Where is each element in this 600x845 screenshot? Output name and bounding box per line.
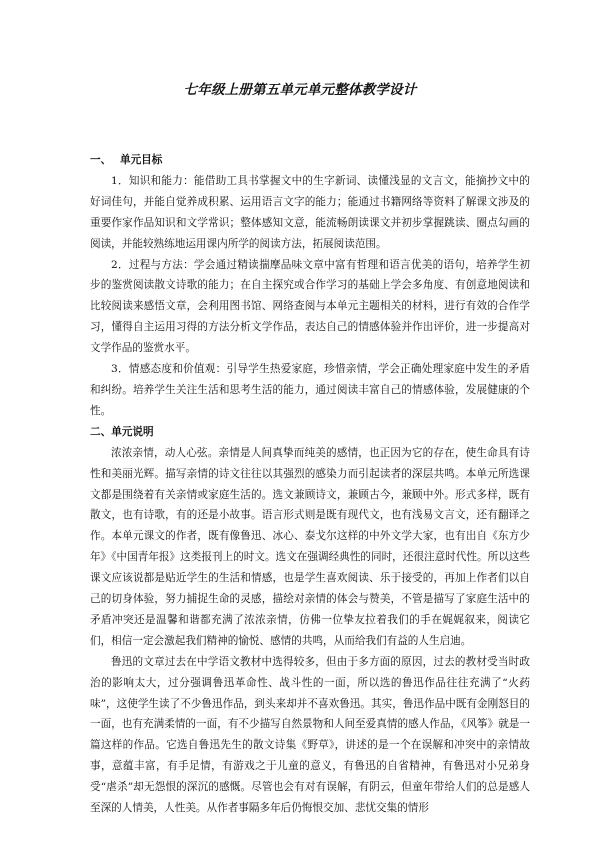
paragraph: 3．情感态度和价值观：引导学生热爱家庭，珍惜亲情，学会正确处理家庭中发生的矛盾和纠纷。培养学生关注生活和思考生活的能力，通过阅读丰富自己的情感体验，发展健康的个性。 [90, 363, 530, 417]
paragraph: 鲁迅的文章过去在中学语文教材中选得较多，但由于多方面的原因，过去的教材受当时政治的影响太大，过分强调鲁迅革命性、战斗性的一面，所以选的鲁迅作品往往充满了“火药味”，这使学生读了不少鲁迅作品，到头来却并不喜欢鲁迅。其实，鲁迅作品中既有金刚怒目的一面，也有充满柔情的一面，有不少描写自然景物和人间至爱真情的感人作品，《风筝》就是一篇这样的作品。它选自鲁迅先生的散文诗集《野草》，讲述的是一个在误解和冲突中的亲情故事，意蕴丰富，有手足情，有游戏之于儿童的意义，有鲁迅的自省精神，有鲁迅对小兄弟身受“虐杀”却无怨恨的深沉的感慨。尽管也会有对有误解，有阴云，但童年带给人们的总是感人至深的人情美，人性美。从作者事隔多年后仍悔恨交加、悲忧交集的情形 [90, 655, 530, 815]
document-title: 七年级上册第五单元单元整体教学设计 [183, 82, 417, 98]
paragraph: 2．过程与方法：学会通过精读揣摩品味文章中富有哲理和语言优美的语句，培养学生初步的鉴赏阅读散文诗歌的能力；在自主探究或合作学习的基础上学会多角度、有创意地阅读和比较阅读来感悟文章，会利用图书馆、网络查阅与本单元主题相关的材料，进行有效的合作学习，懂得自主运用习得的方法分析文学作品，表达自己的情感体验并作出评价，进一步提高对文学作品的鉴赏水平。 [90, 258, 530, 355]
section-heading-description: 二、单元说明 [90, 425, 154, 438]
paragraph: 浓浓亲情，动人心弦。亲情是人间真挚而纯美的感情，也正因为它的存在，使生命具有诗性和美丽光辉。描写亲情的诗文往往以其强烈的感染力而引起读者的深层共鸣。本单元所选课文都是围绕着有关亲情或家庭生活的。选文兼顾诗文，兼顾古今，兼顾中外。形式多样，既有散文，也有诗歌，有的还是小故事。语言形式则是既有现代文，也有浅易文言文，还有翻译之作。本单元课文的作者，既有像鲁迅、冰心、泰戈尔这样的中外文学大家，也有出自《东方少年》《中国青年报》这类报刊上的时文。选文在强调经典性的同时，还很注意时代性。所以这些课文应该说都是贴近学生的生活和情感，也是学生喜欢阅读、乐于接受的，再加上作者们以自己的切身体验，努力捕捉生命的灵感，描绘对亲情的体会与赞美，不管是描写了家庭生活中的矛盾冲突还是温馨和谐都充满了浓浓亲情，仿佛一位挚友拉着我们的手在娓娓叙来，阅读它们，相信一定会激起我们精神的愉悦、感情的共鸣，从而给我们有益的人生启迪。 [90, 446, 530, 647]
document-body [90, 150, 530, 819]
section-heading-goals: 一、 单元目标 [90, 154, 163, 166]
paragraph: 1．知识和能力：能借助工具书掌握文中的生字新词、读懂浅显的文言文，能摘抄文中的好词佳句，并能自觉养成积累、运用语言文字的能力；能通过书籍网络等资料了解课文涉及的重要作家作品知识和文学常识；整体感知文意，能流畅朗读课文并初步掌握跳读、圈点勾画的阅读，并能较熟练地运用课内所学的阅读方法，拓展阅读范围。 [90, 174, 530, 250]
